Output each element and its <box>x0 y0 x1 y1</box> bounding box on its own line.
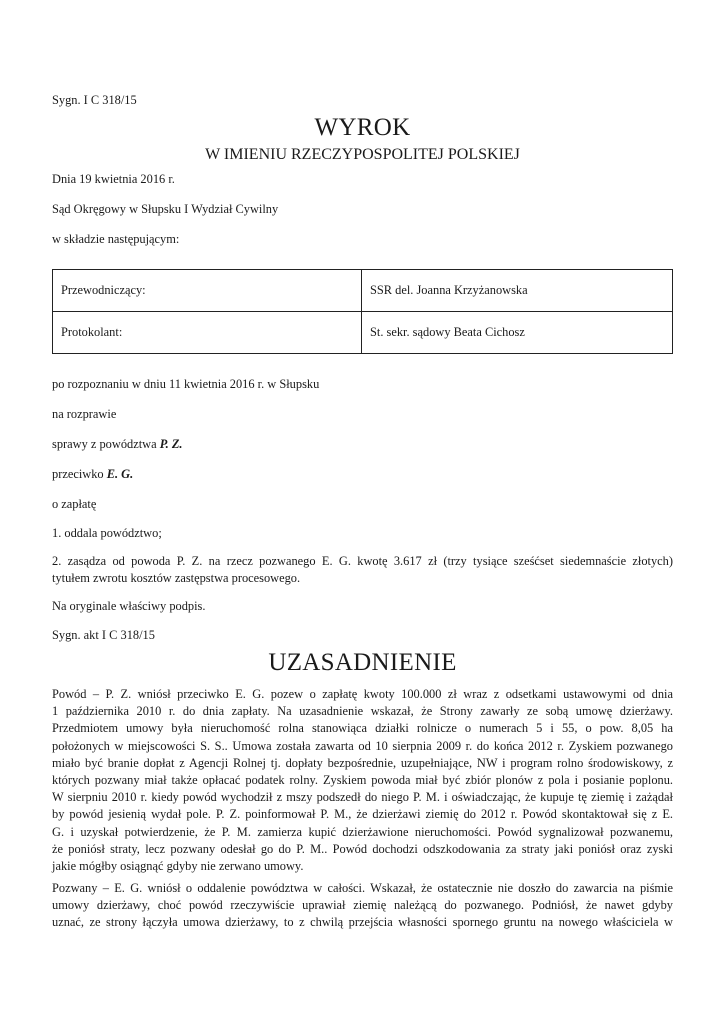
case-defendant-line <box>52 467 133 482</box>
paragraph-line: że poniósł straty, lecz pozwany odesłał go do P. M.. Powód dochodzi odszkodowania za straty jaki poniósł oraz zyski <box>52 841 673 856</box>
justification-title: UZASADNIENIE <box>268 649 457 676</box>
defendant-name: E. G. <box>106 467 134 481</box>
court-name: Sąd Okręgowy w Słupsku I Wydział Cywilny <box>52 202 279 216</box>
signature-note: Na oryginale właściwy podpis. <box>52 599 206 613</box>
case-plaintiff-line <box>52 437 183 452</box>
paragraph-line: by powód jesienią wydał pole. P. Z. poinformował P. M., że dzierżawi ziemię do 2012 r. Powód skontaktował się z E. <box>52 807 673 822</box>
paragraph-line: jakie mógłby osiągnąć gdyby nie zerwano umowy. <box>52 859 304 874</box>
panel-role: Przewodniczący: <box>53 270 362 312</box>
judgment-subtitle: W IMIENIU RZECZYPOSPOLITEJ POLSKIEJ <box>205 146 520 163</box>
paragraph-line: Przedmiotem umowy była nieruchomość rolna stanowiąca działki rolnicze o numerach 5 i 55, o pow. 8,05 ha <box>52 721 673 736</box>
hearing-info: po rozpoznaniu w dniu 11 kwietnia 2016 r. w Słupsku <box>52 377 320 391</box>
ruling-point-2-line: 2. zasądza od powoda P. Z. na rzecz pozwanego E. G. kwotę 3.617 zł (trzy tysiące sześćset siedemnaście złotych) <box>52 554 673 568</box>
against-prefix: przeciwko <box>52 467 107 481</box>
paragraph-line: umowy dzierżawy, choć powód rzeczywiście uprawiał ziemię należącą do pozwanego. Podniósł, że nawet gdyby <box>52 898 673 913</box>
paragraph-line: 1 października 2010 r. do dnia zapłaty. Na uzasadnienie wskazał, że Strony zawarły ze sobą umowę dzierżawy. <box>52 704 673 719</box>
paragraph-line: miało być branie dopłat z Agencji Rolnej tj. dopłaty bezpośrednie, uzupełniające, NW i program rolno środowiskowy, z <box>52 755 673 770</box>
paragraph-line: położonych w miejscowości S. S.. Umowa została zawarta od 10 sierpnia 2009 r. do końca 2012 r. Zyskiem pozwanego <box>52 738 673 753</box>
court-panel-table <box>52 269 673 354</box>
paragraph-line: Pozwany – E. G. wniósł o oddalenie powództwa w całości. Wskazał, że ostatecznie nie doszło do zawarcia na piśmie <box>52 881 673 895</box>
plaintiff-name: P. Z. <box>159 437 183 451</box>
case-subject: o zapłatę <box>52 497 97 511</box>
paragraph-line: których pozwany miał także opłacać podatek rolny. Zyskiem powoda miał być zbiór plonów z pola i posianie poplonu. <box>52 773 673 788</box>
ruling-point-1: 1. oddala powództwo; <box>52 526 162 540</box>
panel-person: St. sekr. sądowy Beata Cichosz <box>362 312 673 354</box>
case-prefix: sprawy z powództwa <box>52 437 160 451</box>
paragraph-line: G. i uzyskał potwierdzenie, że P. M. zamierza kupić dzierżawione nieruchomości. Powód sygnalizował pozwanemu, <box>52 824 673 839</box>
session-type: na rozprawie <box>52 407 117 421</box>
panel-row-clerk <box>53 312 673 354</box>
panel-role: Protokolant: <box>53 312 362 354</box>
paragraph-line: W sierpniu 2010 r. kiedy powód wychodził z mszy podszedł do niego P. M. i oświadczając, że kupuje tę ziemię i zażądał <box>52 790 673 805</box>
justification-paragraph-2 <box>52 880 673 932</box>
composition-label: w składzie następującym: <box>52 232 180 246</box>
panel-row-chair <box>53 270 673 312</box>
justification-paragraph-1 <box>52 686 673 875</box>
paragraph-line: uznać, ze strony łączyła umowa dzierżawy, to z chwilą przejścia własności spornego gruntu na nowego właściciela w <box>52 915 673 930</box>
case-file-signature: Sygn. akt I C 318/15 <box>52 628 155 642</box>
paragraph-line: Powód – P. Z. wniósł przeciwko E. G. pozew o zapłatę kwoty 100.000 zł wraz z odsetkami ustawowymi od dnia <box>52 687 673 701</box>
ruling-point-2 <box>52 553 673 587</box>
panel-person: SSR del. Joanna Krzyżanowska <box>362 270 673 312</box>
case-signature: Sygn. I C 318/15 <box>52 93 137 107</box>
judgment-date: Dnia 19 kwietnia 2016 r. <box>52 172 175 186</box>
ruling-point-2-line: tytułem zwrotu kosztów zastępstwa procesowego. <box>52 571 301 586</box>
judgment-title: WYROK <box>314 114 411 141</box>
